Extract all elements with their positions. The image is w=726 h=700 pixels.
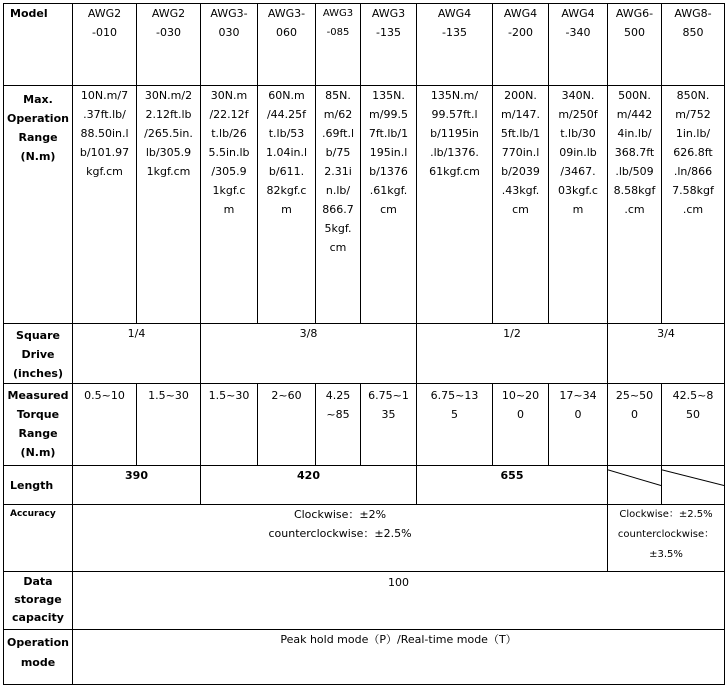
measured-range-value: 6.75~13 5: [430, 389, 479, 421]
model-cell: AWG4 -340: [549, 4, 608, 86]
max-range-cell: [549, 86, 608, 324]
row-operation-mode: [4, 630, 725, 685]
row-model: [4, 4, 725, 86]
data-storage-cell: 100: [73, 572, 725, 630]
model-cell: AWG4 -135: [417, 4, 493, 86]
measured-range-value: 1.5~30: [208, 389, 250, 402]
row-data-storage: [4, 572, 725, 630]
max-range-value: 135N. m/99.5 7ft.lb/1 195in.l b/1376 .61kgf. cm: [368, 89, 409, 216]
model-cell: AWG8- 850: [662, 4, 725, 86]
model-cell: AWG3- 060: [258, 4, 316, 86]
row-measured-range: [4, 384, 725, 466]
measured-range-cell: [258, 384, 316, 466]
header-square-drive: Square Drive (inches): [4, 324, 73, 384]
empty-length-cell: [662, 466, 725, 505]
measured-range-cell: [137, 384, 201, 466]
max-range-value: 135N.m/ 99.57ft.l b/1195in .lb/1376. 61kgf.cm: [429, 89, 480, 178]
max-range-value: 500N. m/442 4in.lb/ 368.7ft .lb/509 8.58kgf .cm: [613, 89, 656, 216]
length-cell: 655: [417, 466, 608, 505]
diagonal-slash: [662, 466, 724, 504]
measured-range-value: 25~50 0: [615, 389, 654, 421]
max-range-value: 30N.m/2 2.12ft.lb /265.5in. lb/305.9 1kgf.cm: [144, 89, 193, 178]
measured-range-value: 10~20 0: [501, 389, 540, 421]
accuracy-large-cell: Clockwise：±2.5% counterclockwise： ±3.5%: [608, 505, 725, 572]
accuracy-main-cell: Clockwise：±2% counterclockwise：±2.5%: [73, 505, 608, 572]
header-operation-mode: Operation mode: [4, 630, 73, 685]
square-drive-cell: 3/8: [201, 324, 417, 384]
measured-range-value: 1.5~30: [148, 389, 189, 402]
model-cell: AWG3 -135: [361, 4, 417, 86]
spec-table: [3, 3, 725, 685]
square-drive-cell: 3/4: [608, 324, 725, 384]
max-range-cell: [137, 86, 201, 324]
measured-range-value: 42.5~8 50: [672, 389, 714, 421]
measured-range-cell: [493, 384, 549, 466]
max-range-cell: [493, 86, 549, 324]
length-cell: 420: [201, 466, 417, 505]
measured-range-cell: [417, 384, 493, 466]
max-range-cell: [608, 86, 662, 324]
header-max-range: Max. Operation Range (N.m): [4, 86, 73, 324]
header-model: Model: [4, 4, 73, 86]
header-length: Length: [4, 466, 73, 505]
max-range-cell: [417, 86, 493, 324]
measured-range-cell: [361, 384, 417, 466]
max-range-cell: [258, 86, 316, 324]
row-length: [4, 466, 725, 505]
max-range-cell: [662, 86, 725, 324]
empty-length-cell: [608, 466, 662, 505]
measured-range-cell: [201, 384, 258, 466]
measured-range-cell: [608, 384, 662, 466]
max-range-cell: [361, 86, 417, 324]
measured-range-value: 2~60: [271, 389, 302, 402]
max-range-cell: [201, 86, 258, 324]
square-drive-cell: 1/2: [417, 324, 608, 384]
max-range-value: 850N. m/752 1in.lb/ 626.8ft .ln/866 7.58kgf .cm: [672, 89, 714, 216]
header-accuracy: Accuracy: [4, 505, 73, 572]
measured-range-value: 17~34 0: [559, 389, 597, 421]
max-range-cell: [73, 86, 137, 324]
measured-range-cell: [73, 384, 137, 466]
header-measured-range: Measured Torque Range (N.m): [4, 384, 73, 466]
square-drive-cell: 1/4: [73, 324, 201, 384]
max-range-value: 60N.m /44.25f t.lb/53 1.04in.l b/611. 82kgf.c m: [265, 89, 308, 216]
measured-range-cell: [549, 384, 608, 466]
operation-mode-cell: Peak hold mode（P）/Real-time mode（T）: [73, 630, 725, 685]
measured-range-value: 4.25 ~85: [325, 389, 351, 421]
measured-range-value: 6.75~1 35: [368, 389, 409, 421]
measured-range-value: 0.5~10: [84, 389, 125, 402]
max-range-value: 200N. m/147. 5ft.lb/1 770in.l b/2039 .43kgf. cm: [500, 89, 541, 216]
model-cell: AWG3- 030: [201, 4, 258, 86]
model-cell: AWG2 -030: [137, 4, 201, 86]
row-accuracy: [4, 505, 725, 572]
max-range-value: 340N. m/250f t.lb/30 09in.lb /3467. 03kgf.c m: [558, 89, 598, 216]
max-range-cell: [316, 86, 361, 324]
model-cell: AWG6- 500: [608, 4, 662, 86]
model-cell: AWG4 -200: [493, 4, 549, 86]
length-cell: 390: [73, 466, 201, 505]
model-cell: AWG2 -010: [73, 4, 137, 86]
row-square-drive: [4, 324, 725, 384]
measured-range-cell: [662, 384, 725, 466]
header-data-storage: Data storage capacity: [4, 572, 73, 630]
measured-range-cell: [316, 384, 361, 466]
max-range-value: 85N. m/62 .69ft.l b/75 2.31i n.lb/ 866.7 5kgf. cm: [321, 89, 355, 254]
diagonal-slash: [608, 466, 661, 504]
max-range-value: 30N.m /22.12f t.lb/26 5.5in.lb /305.9 1kgf.c m: [208, 89, 250, 216]
row-max-range: [4, 86, 725, 324]
max-range-value: 10N.m/7 .37ft.lb/ 88.50in.l b/101.97 kgf.cm: [79, 89, 130, 178]
model-cell: AWG3 -085: [316, 4, 361, 86]
